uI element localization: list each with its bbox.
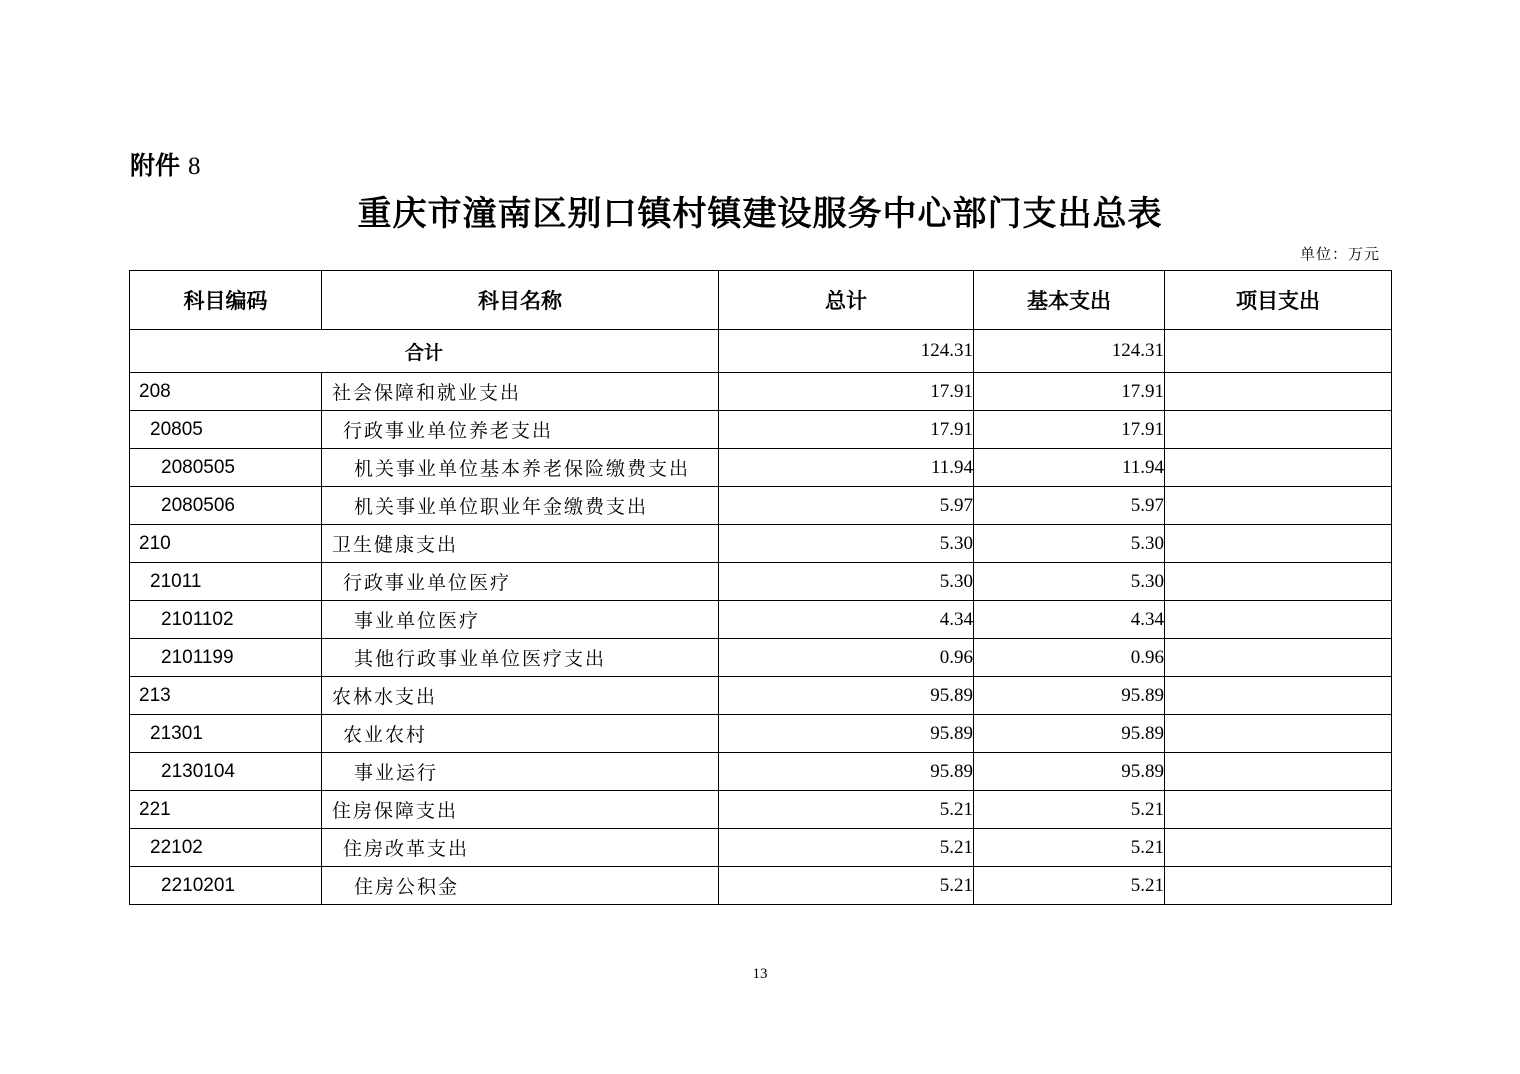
row-code: 2130104 bbox=[130, 753, 322, 791]
row-code: 2210201 bbox=[130, 867, 322, 905]
row-code: 2080505 bbox=[130, 449, 322, 487]
row-basic: 95.89 bbox=[974, 753, 1165, 791]
row-code: 21011 bbox=[130, 563, 322, 601]
row-name: 事业运行 bbox=[322, 753, 719, 791]
row-basic: 17.91 bbox=[974, 411, 1165, 449]
table-row bbox=[130, 791, 1392, 829]
row-project bbox=[1165, 525, 1392, 563]
row-code: 221 bbox=[130, 791, 322, 829]
row-project bbox=[1165, 677, 1392, 715]
row-code: 20805 bbox=[130, 411, 322, 449]
row-basic: 17.91 bbox=[974, 373, 1165, 411]
row-name: 行政事业单位医疗 bbox=[322, 563, 719, 601]
table-row bbox=[130, 867, 1392, 905]
row-basic: 5.30 bbox=[974, 525, 1165, 563]
row-total: 95.89 bbox=[719, 753, 974, 791]
attachment-number: 8 bbox=[188, 153, 201, 180]
row-total: 17.91 bbox=[719, 411, 974, 449]
row-name: 其他行政事业单位医疗支出 bbox=[322, 639, 719, 677]
table-header-row bbox=[130, 271, 1392, 330]
row-name: 农业农村 bbox=[322, 715, 719, 753]
row-project bbox=[1165, 487, 1392, 525]
row-project bbox=[1165, 601, 1392, 639]
header-total: 总计 bbox=[719, 271, 974, 330]
table-row bbox=[130, 829, 1392, 867]
row-name: 卫生健康支出 bbox=[322, 525, 719, 563]
row-total: 95.89 bbox=[719, 677, 974, 715]
row-code: 208 bbox=[130, 373, 322, 411]
row-total: 17.91 bbox=[719, 373, 974, 411]
row-basic: 95.89 bbox=[974, 715, 1165, 753]
row-name: 事业单位医疗 bbox=[322, 601, 719, 639]
row-code: 21301 bbox=[130, 715, 322, 753]
header-code: 科目编码 bbox=[130, 271, 322, 330]
row-total: 0.96 bbox=[719, 639, 974, 677]
row-basic: 5.21 bbox=[974, 867, 1165, 905]
table-row bbox=[130, 373, 1392, 411]
total-project bbox=[1165, 330, 1392, 373]
row-project bbox=[1165, 867, 1392, 905]
table-row bbox=[130, 411, 1392, 449]
row-basic: 4.34 bbox=[974, 601, 1165, 639]
row-total: 5.21 bbox=[719, 791, 974, 829]
document-title: 重庆市潼南区别口镇村镇建设服务中心部门支出总表 bbox=[357, 194, 1163, 234]
row-name: 行政事业单位养老支出 bbox=[322, 411, 719, 449]
row-project bbox=[1165, 639, 1392, 677]
row-project bbox=[1165, 715, 1392, 753]
row-name: 住房公积金 bbox=[322, 867, 719, 905]
row-total: 4.34 bbox=[719, 601, 974, 639]
row-basic: 11.94 bbox=[974, 449, 1165, 487]
row-total: 11.94 bbox=[719, 449, 974, 487]
page-number: 13 bbox=[752, 966, 768, 982]
row-total: 5.30 bbox=[719, 563, 974, 601]
row-name: 住房保障支出 bbox=[322, 791, 719, 829]
table-row bbox=[130, 677, 1392, 715]
total-row bbox=[130, 330, 1392, 373]
row-total: 5.21 bbox=[719, 867, 974, 905]
row-total: 95.89 bbox=[719, 715, 974, 753]
header-basic: 基本支出 bbox=[974, 271, 1165, 330]
attachment-text: 附件 bbox=[130, 151, 181, 180]
header-project: 项目支出 bbox=[1165, 271, 1392, 330]
table-row bbox=[130, 753, 1392, 791]
row-project bbox=[1165, 449, 1392, 487]
row-project bbox=[1165, 411, 1392, 449]
row-code: 2080506 bbox=[130, 487, 322, 525]
row-code: 2101199 bbox=[130, 639, 322, 677]
table-row bbox=[130, 525, 1392, 563]
row-project bbox=[1165, 753, 1392, 791]
unit-label: 单位：万元 bbox=[1299, 245, 1380, 263]
row-total: 5.97 bbox=[719, 487, 974, 525]
expenditure-table bbox=[129, 270, 1392, 905]
row-total: 5.30 bbox=[719, 525, 974, 563]
table-row bbox=[130, 449, 1392, 487]
row-name: 社会保障和就业支出 bbox=[322, 373, 719, 411]
row-total: 5.21 bbox=[719, 829, 974, 867]
row-basic: 5.21 bbox=[974, 829, 1165, 867]
table-row bbox=[130, 487, 1392, 525]
row-basic: 5.30 bbox=[974, 563, 1165, 601]
row-code: 210 bbox=[130, 525, 322, 563]
row-project bbox=[1165, 791, 1392, 829]
total-label: 合计 bbox=[130, 330, 719, 373]
table-row bbox=[130, 601, 1392, 639]
header-name: 科目名称 bbox=[322, 271, 719, 330]
total-total: 124.31 bbox=[719, 330, 974, 373]
row-project bbox=[1165, 373, 1392, 411]
total-basic: 124.31 bbox=[974, 330, 1165, 373]
row-name: 农林水支出 bbox=[322, 677, 719, 715]
row-name: 机关事业单位基本养老保险缴费支出 bbox=[322, 449, 719, 487]
table-row bbox=[130, 639, 1392, 677]
row-basic: 5.97 bbox=[974, 487, 1165, 525]
row-project bbox=[1165, 829, 1392, 867]
row-project bbox=[1165, 563, 1392, 601]
row-basic: 95.89 bbox=[974, 677, 1165, 715]
row-name: 机关事业单位职业年金缴费支出 bbox=[322, 487, 719, 525]
attachment-label bbox=[130, 146, 201, 182]
row-code: 22102 bbox=[130, 829, 322, 867]
row-name: 住房改革支出 bbox=[322, 829, 719, 867]
table-row bbox=[130, 563, 1392, 601]
row-code: 2101102 bbox=[130, 601, 322, 639]
row-code: 213 bbox=[130, 677, 322, 715]
row-basic: 0.96 bbox=[974, 639, 1165, 677]
table-row bbox=[130, 715, 1392, 753]
row-basic: 5.21 bbox=[974, 791, 1165, 829]
